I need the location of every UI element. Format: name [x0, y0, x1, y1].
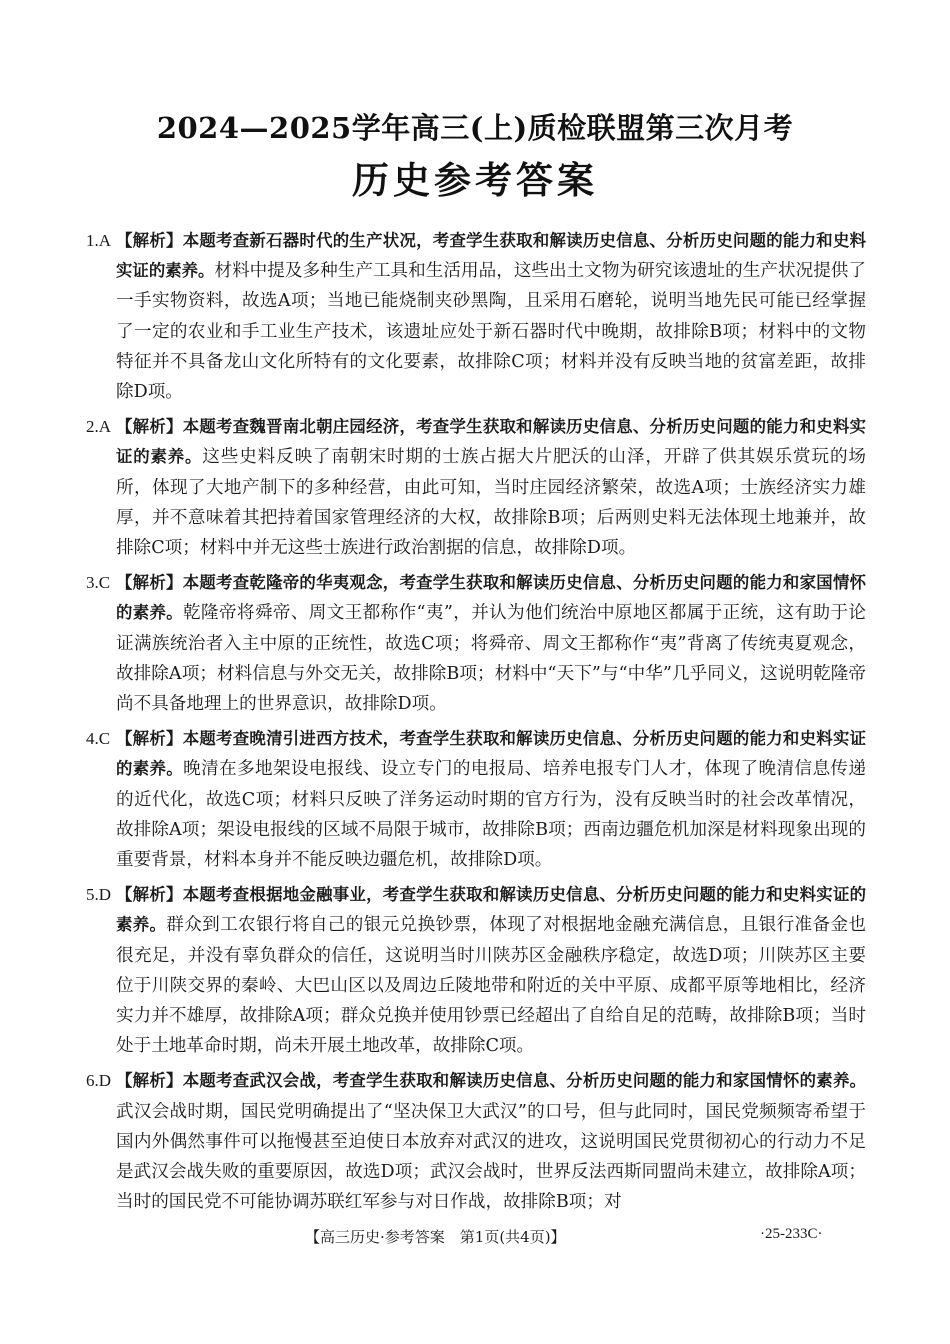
analysis-tag: 【解析】	[116, 231, 183, 250]
answer-item-1	[86, 226, 866, 407]
answer-number: 2.A	[86, 417, 112, 437]
analysis-intro: 本题考查魏晋南北朝庄园经济，考查学生获取和解读历史信息、分析历史问题的能力和史料实证的素养。	[116, 417, 867, 467]
analysis-tag: 【解析】	[116, 417, 183, 437]
page-footer	[0, 1226, 950, 1250]
page-subtitle: 历史参考答案	[352, 158, 598, 202]
analysis-body: 晚清在多地架设电报线、设立专门的电报局、培养电报专门人才，体现了晚清信息传递的近代化，故选C项；材料只反映了洋务运动时期的官方行为，没有反映当时的社会改革情况，故排除A项；架设电报线的区域不局限于城市，故排除B项；西南边疆危机加深是材料现象出现的重要背景，材料本身并不能反映边疆危机，故排除D项。	[116, 759, 867, 871]
answer-item-2	[86, 412, 866, 563]
answer-item-3	[86, 568, 866, 719]
analysis-body: 乾隆帝将舜帝、周文王都称作“夷”，并认为他们统治中原地区都属于正统，这有助于论证满族统治者入主中原的正统性，故选C项；将舜帝、周文王都称作“夷”背离了传统夷夏观念，故排除A项；材料信息与外交无关，故排除B项；材料中“天下”与“中华”几乎同义，这说明乾隆帝尚不具备地理上的世界意识，故排除D项。	[116, 603, 867, 715]
analysis-intro: 本题考查根据地金融事业，考查学生获取和解读历史信息、分析历史问题的能力和史料实证的素养。	[116, 885, 867, 935]
exam-title: 2024—2025学年高三(上)质检联盟第三次月考	[156, 111, 794, 145]
answer-item-4	[86, 724, 866, 875]
analysis-tag: 【解析】	[116, 729, 183, 749]
answer-number: 4.C	[86, 729, 111, 749]
answer-item-5	[86, 880, 866, 1061]
analysis-intro: 本题考查新石器时代的生产状况，考查学生获取和解读历史信息、分析历史问题的能力和史料实证的素养。	[116, 231, 867, 281]
answer-number: 5.D	[86, 885, 112, 905]
analysis-body: 材料中提及多种生产工具和生活用品，这些出土文物为研究该遗址的生产状况提供了一手实物资料，故选A项；当地已能烧制夹砂黑陶，且采用石磨轮，说明当地先民可能已经掌握了一定的农业和手工业生产技术，该遗址应处于新石器时代中晚期，故排除B项；材料中的文物特征并不具备龙山文化所特有的文化要素，故排除C项；材料并没有反映当地的贫富差距，故排除D项。	[116, 261, 867, 403]
analysis-body: 武汉会战时期，国民党明确提出了“坚决保卫大武汉”的口号，但与此同时，国民党频频寄希望于国内外偶然事件可以拖慢甚至迫使日本放弃对武汉的进攻，这说明国民党贯彻初心的行动力不足是武汉会战失败的重要原因，故选D项；武汉会战时，世界反法西斯同盟尚未建立，故排除A项；当时的国民党不可能协调苏联红军参与对日作战，故排除B项；对	[116, 1101, 866, 1213]
analysis-tag: 【解析】	[116, 573, 183, 593]
analysis-intro: 本题考查晚清引进西方技术，考查学生获取和解读历史信息、分析历史问题的能力和史料实证的素养。	[116, 729, 867, 779]
analysis-intro: 本题考查武汉会战，考查学生获取和解读历史信息、分析历史问题的能力和家国情怀的素养。	[182, 1071, 867, 1091]
answer-number: 1.A	[86, 231, 112, 250]
answer-number: 6.D	[86, 1071, 112, 1091]
footer-page-info: 【高三历史·参考答案 第1页(共4页)】	[305, 1228, 566, 1246]
analysis-body: 群众到工农银行将自己的银元兑换钞票，体现了对根据地金融充满信息，且银行准备金也很充足，并没有辜负群众的信任，这说明当时川陕苏区金融秩序稳定，故选D项；川陕苏区主要位于川陕交界的秦岭、大巴山区以及周边丘陵地带和附近的关中平原、成都平原等地相比，经济实力并不雄厚，故排除A项；群众兑换并使用钞票已经超出了自给自足的范畴，故排除B项；当时处于土地革命时期，尚未开展土地改革，故排除C项。	[116, 915, 866, 1057]
answer-item-6	[86, 1066, 866, 1217]
analysis-intro: 本题考查乾隆帝的华夷观念，考查学生获取和解读历史信息、分析历史问题的能力和家国情怀的素养。	[116, 573, 867, 623]
analysis-body: 这些史料反映了南朝宋时期的士族占据大片肥沃的山泽，开辟了供其娱乐赏玩的场所，体现了大地产制下的多种经营，由此可知，当时庄园经济繁荣，故选A项；士族经济实力雄厚，并不意味着其把持着国家管理经济的大权，故排除B项；后两则史料无法体现土地兼并，故排除C项；材料中并无这些士族进行政治割据的信息，故排除D项。	[116, 447, 866, 559]
answer-number: 3.C	[86, 573, 111, 593]
analysis-tag: 【解析】	[116, 1071, 183, 1091]
footer-code: ·25-233C·	[760, 1226, 823, 1242]
answer-list	[86, 226, 866, 1223]
analysis-tag: 【解析】	[116, 885, 183, 905]
